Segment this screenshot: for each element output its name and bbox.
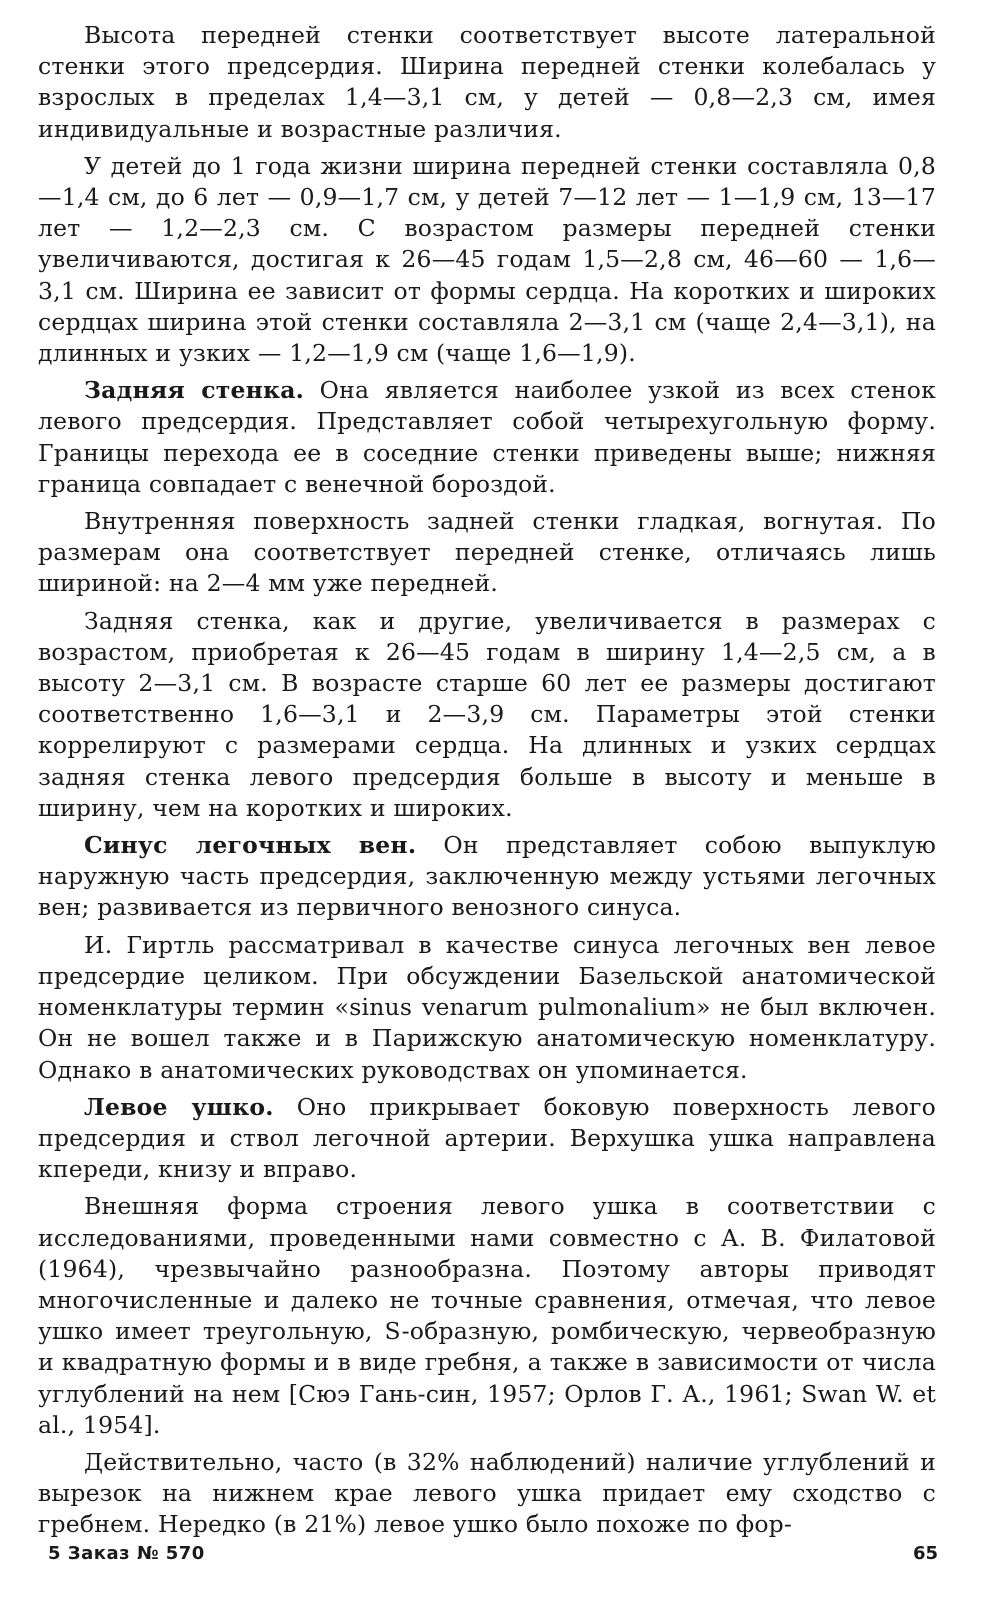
page-number: 65 [912,1543,938,1564]
paragraph-auricle-observations [38,1447,936,1541]
paragraph-text: Внутренняя поверхность задней стенки гладкая, вогнутая. По размерам она соответствует передней стенке, отличаясь лишь шириной: на 2—4 мм уже передней. [38,507,936,598]
paragraph-text: И. Гиртль рассматривал в качестве синуса легочных вен левое предсердие целиком. При обсуждении Базельской анатомической номенклатуры термин «sinus venarum pulmonalium» не был включен. Он не вошел также и в Парижскую анатомическую номенклатуру. Однако в анатомических руководствах он упоминается. [38,930,936,1084]
paragraph-anterior-wall-children [38,151,936,369]
section-heading-pulmonary-sinus: Синус легочных вен. [84,831,417,860]
paragraph-auricle-shape [38,1191,936,1441]
paragraph-text: Высота передней стенки соответствует высоте латеральной стенки этого предсердия. Ширина передней стенки колебалась у взрослых в пределах 1,4—3,1 см, у детей — 0,8—2,3 см, имея индивидуальные и возрастные различия. [38,21,936,143]
paragraph-text: Задняя стенка, как и другие, увеличивается в размерах с возрастом, приобретая к 26—45 годам в ширину 1,4—2,5 см, а в высоту 2—3,1 см. В возрасте старше 60 лет ее размеры достигают соответственно 1,6—3,1 и 2—3,9 см. Параметры этой стенки коррелируют с размерами сердца. На длинных и узких сердцах задняя стенка левого предсердия больше в высоту и меньше в ширину, чем на коротких и широких. [38,606,936,822]
paragraph-text: Внешняя форма строения левого ушка в соответствии с исследованиями, проведенными нами совместно с А. В. Филатовой (1964), чрезвычайно разнообразна. Поэтому авторы приводят многочисленные и далеко не точные сравнения, отмечая, что левое ушко имеет треугольную, S-образную, ромбическую, червеобразную и квадратную формы и в виде гребня, а также в зависимости от числа углублений на нем [Сюэ Гань-син, 1957; Орлов Г. А., 1961; Swan W. et al., 1954]. [38,1192,936,1439]
paragraph-hyrtl-nomenclature [38,930,936,1086]
page-body [38,20,936,1547]
section-heading-posterior-wall: Задняя стенка. [84,376,305,405]
paragraph-posterior-wall-growth [38,606,936,824]
printer-signature: 5 Заказ № 570 [48,1543,205,1564]
paragraph-pulmonary-sinus [38,830,936,924]
paragraph-text: Он представляет собою выпуклую наружную часть предсердия, заключенную между устьями легочных вен; развивается из первичного венозного синуса. [38,831,936,922]
paragraph-text: У детей до 1 года жизни ширина передней стенки составляла 0,8—1,4 см, до 6 лет — 0,9—1,7 см, у детей 7—12 лет — 1—1,9 см, 13—17 лет — 1,2—2,3 см. С возрастом размеры передней стенки увеличиваются, достигая к 26—45 годам 1,5—2,8 см, 46—60 — 1,6—3,1 см. Ширина ее зависит от формы сердца. На коротких и широких сердцах ширина этой стенки составляла 2—3,1 см (чаще 2,4—3,1), на длинных и узких — 1,2—1,9 см (чаще 1,6—1,9). [38,151,936,368]
paragraph-posterior-wall [38,375,936,500]
paragraph-text: Она является наиболее узкой из всех стенок левого предсердия. Представляет собой четырехугольную форму. Границы перехода ее в соседние стенки приведены выше; нижняя граница совпадает с венечной бороздой. [38,376,936,498]
paragraph-anterior-wall-height [38,20,936,145]
paragraph-text: Оно прикрывает боковую поверхность левого предсердия и ствол легочной артерии. Верхушка ушка направлена кпереди, книзу и вправо. [38,1092,936,1184]
page-footer [48,1543,938,1573]
paragraph-left-auricle [38,1092,936,1186]
section-heading-left-auricle: Левое ушко. [84,1092,274,1121]
paragraph-text: Действительно, часто (в 32% наблюдений) наличие углублений и вырезок на нижнем крае левого ушка придает ему сходство с гребнем. Нередко (в 21%) левое ушко было похоже по фор- [38,1447,936,1539]
paragraph-posterior-wall-inner-surface [38,506,936,600]
